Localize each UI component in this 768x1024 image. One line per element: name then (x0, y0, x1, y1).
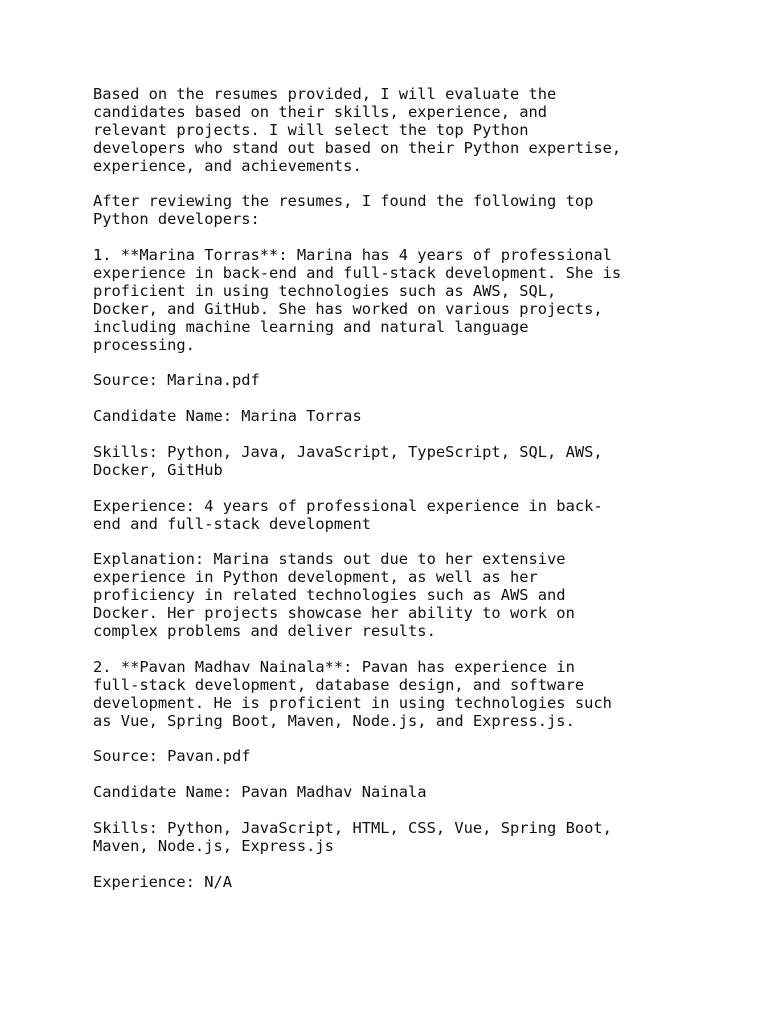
candidate-2-summary: 2. **Pavan Madhav Nainala**: Pavan has experience in full-stack development, database design, and software development. He is proficient in using technologies such as Vue, Spring Boot, Maven, Node.js, and Express.js. (93, 657, 612, 730)
intro-paragraph: Based on the resumes provided, I will evaluate the candidates based on their skills, experience, and relevant projects. I will select the top Python developers who stand out based on their Python expertise, experience, and achievements. (93, 85, 622, 175)
candidate-1-name: Candidate Name: Marina Torras (93, 407, 362, 426)
document-page (93, 86, 683, 909)
candidate-2-experience: Experience: N/A (93, 872, 232, 891)
candidate-1-explanation: Explanation: Marina stands out due to her extensive experience in Python development, as well as her proficiency in related technologies such as AWS and Docker. Her projects showcase her ability to work on complex problems and deliver results. (93, 550, 575, 641)
candidate-1-skills: Skills: Python, Java, JavaScript, TypeScript, SQL, AWS, Docker, GitHub (93, 443, 603, 479)
candidate-2-source: Source: Pavan.pdf (93, 747, 251, 766)
candidate-2-name: Candidate Name: Pavan Madhav Nainala (93, 783, 427, 802)
candidate-1-summary: 1. **Marina Torras**: Marina has 4 years of professional experience in back-end and full-stack development. She is proficient in using technologies such as AWS, SQL, Docker, and GitHub. She has worked on various projects, including machine learning and natural language processing. (93, 246, 622, 354)
candidate-1-source: Source: Marina.pdf (93, 371, 260, 390)
review-summary-paragraph: After reviewing the resumes, I found the following top Python developers: (93, 192, 594, 229)
candidate-2-skills: Skills: Python, JavaScript, HTML, CSS, Vue, Spring Boot, Maven, Node.js, Express.js (93, 818, 612, 855)
candidate-1-experience: Experience: 4 years of professional experience in back- end and full-stack development (93, 496, 603, 533)
